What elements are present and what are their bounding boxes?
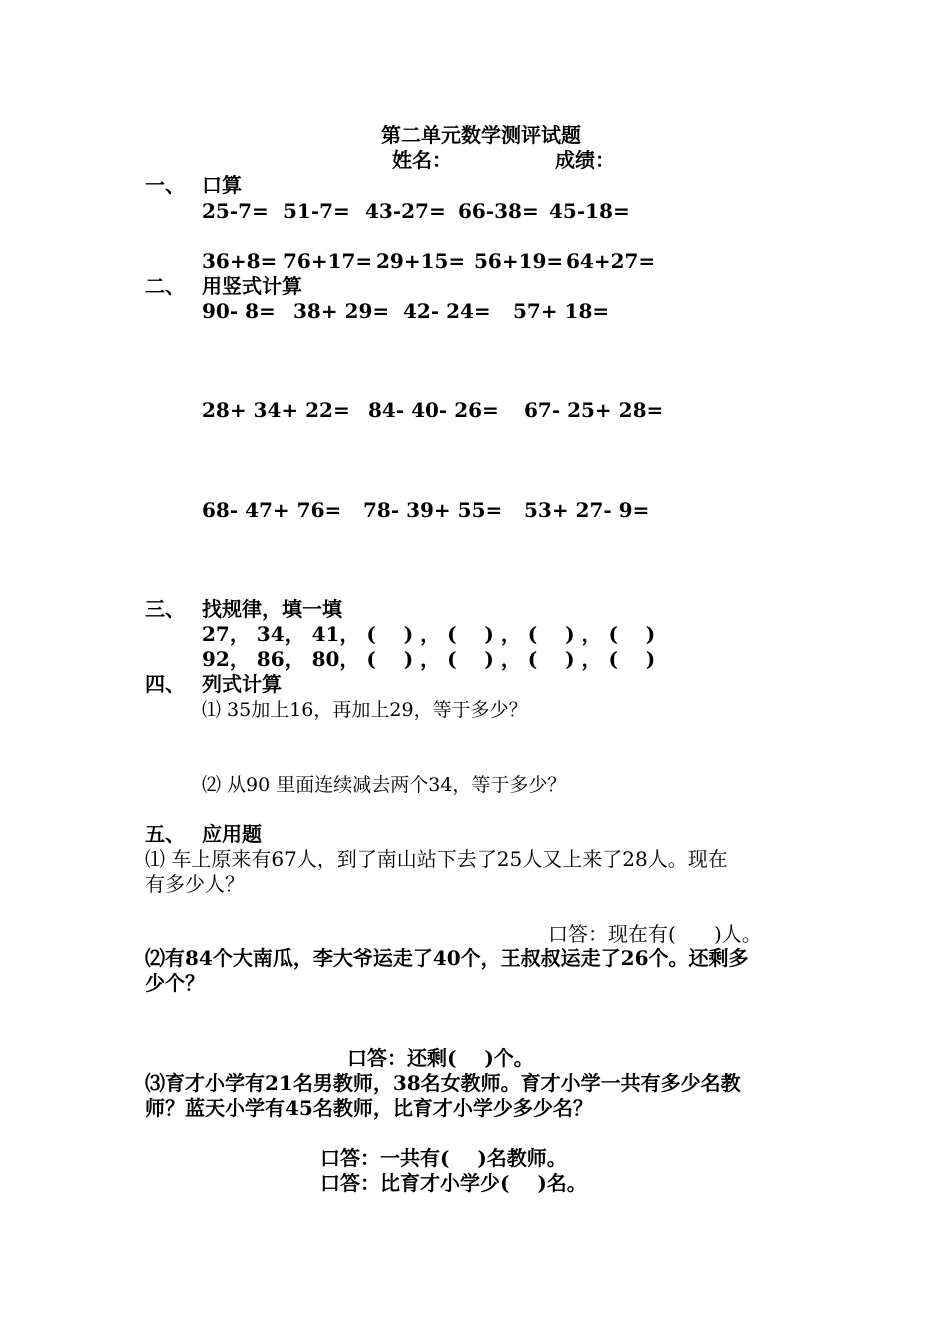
word-problem-text: 师？蓝天小学有45名教师，比育才小学少多少名？ xyxy=(145,1096,593,1120)
vertical-problem: 68- 47+ 76= xyxy=(202,498,342,522)
section-3-title: 找规律，填一填 xyxy=(202,597,342,621)
vertical-problem: 38+ 29= xyxy=(293,299,390,323)
pattern-sequence: 92， 86， 80， ( ) ， ( ) ， ( ) ， ( ) xyxy=(202,647,656,671)
word-problem-text: ⑶育才小学有21名男教师，38名女教师。育才小学一共有多少名教 xyxy=(145,1071,741,1095)
vertical-problem: 90- 8= xyxy=(202,299,276,323)
vertical-problem: 28+ 34+ 22= xyxy=(202,398,350,422)
vertical-problem: 53+ 27- 9= xyxy=(524,498,650,522)
section-5-title: 应用题 xyxy=(202,822,262,846)
expression-question: ⑵ 从90 里面连续减去两个34，等于多少？ xyxy=(202,774,567,796)
oral-problem: 43-27= xyxy=(365,199,446,223)
oral-problem: 29+15= xyxy=(376,249,466,273)
oral-problem: 64+27= xyxy=(566,249,656,273)
oral-problem: 25-7= xyxy=(202,199,269,223)
oral-problem: 76+17= xyxy=(283,249,373,273)
word-problem-text: ⑵有84个大南瓜，李大爷运走了40个，王叔叔运走了26个。还剩多 xyxy=(145,946,749,970)
page-title: 第二单元数学测评试题 xyxy=(381,123,581,147)
vertical-problem: 67- 25+ 28= xyxy=(524,398,664,422)
section-2-number: 二、 xyxy=(145,274,185,298)
oral-problem: 66-38= xyxy=(458,199,539,223)
name-label: 姓名： xyxy=(392,148,452,172)
vertical-problem: 84- 40- 26= xyxy=(368,398,499,422)
answer-line: 口答：比育才小学少( )名。 xyxy=(320,1171,587,1195)
word-problem-text: ⑴ 车上原来有67人，到了南山站下去了25人又上来了28人。现在 xyxy=(145,847,728,871)
answer-line: 口答：还剩( )个。 xyxy=(347,1046,534,1070)
word-problem-text: 有多少人？ xyxy=(145,872,245,896)
oral-problem: 36+8= xyxy=(202,249,278,273)
answer-line: 口答：一共有( )名教师。 xyxy=(320,1146,567,1170)
answer-line: 口答：现在有( )人。 xyxy=(548,922,762,946)
vertical-problem: 78- 39+ 55= xyxy=(363,498,503,522)
section-3-number: 三、 xyxy=(145,597,185,621)
word-problem-text: 少个？ xyxy=(145,971,205,995)
pattern-sequence: 27， 34， 41， ( ) ， ( ) ， ( ) ， ( ) xyxy=(202,622,656,646)
section-5-number: 五、 xyxy=(145,822,185,846)
vertical-problem: 57+ 18= xyxy=(513,299,610,323)
oral-problem: 45-18= xyxy=(549,199,630,223)
oral-problem: 51-7= xyxy=(283,199,350,223)
vertical-problem: 42- 24= xyxy=(403,299,491,323)
score-label: 成绩： xyxy=(555,148,615,172)
section-4-number: 四、 xyxy=(145,672,185,696)
oral-problem: 56+19= xyxy=(474,249,564,273)
section-4-title: 列式计算 xyxy=(202,672,282,696)
expression-question: ⑴ 35加上16，再加上29，等于多少？ xyxy=(202,699,528,721)
section-1-number: 一、 xyxy=(145,173,185,197)
section-2-title: 用竖式计算 xyxy=(202,274,302,298)
section-1-title: 口算 xyxy=(202,173,242,197)
